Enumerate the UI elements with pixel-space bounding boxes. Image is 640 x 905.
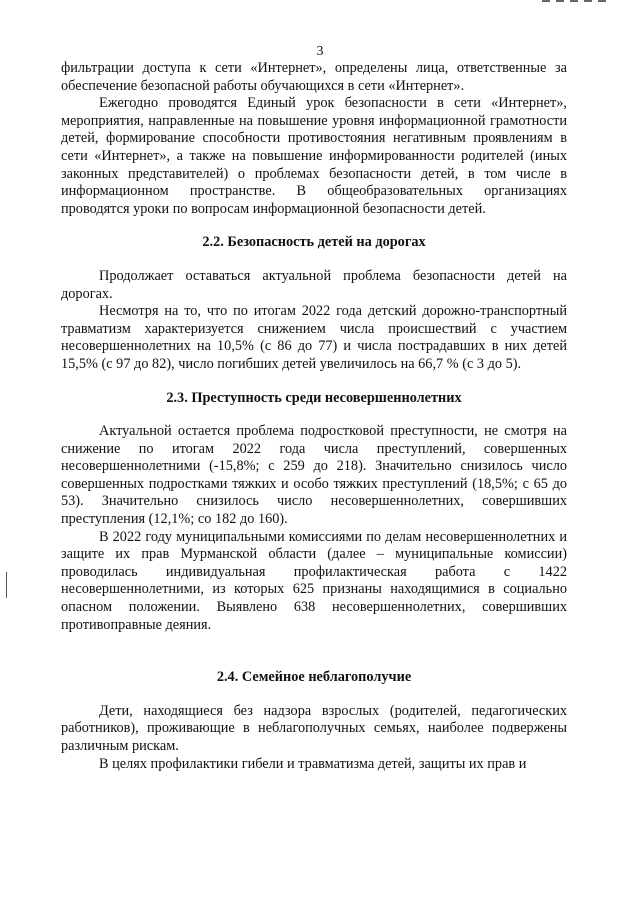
scan-mark-top [542,0,612,2]
paragraph-prevention-start: В целях профилактики гибели и травматизма детей, защиты их прав и [99,755,527,772]
section-heading-juvenile-crime: 2.3. Преступность среди несовершеннолетних [166,389,462,406]
paragraph-unsupervised-children: Дети, находящиеся без надзора взрослых (родителей, педагогических работников), проживающие в неблагополучных семьях, наиболее подвержены различным рискам. [61,702,567,754]
paragraph-juvenile-crime-stats: Актуальной остается проблема подростковой преступности, не смотря на снижение по итогам 2022 года числа преступлений, совершенных несовершеннолетними (-15,8%; с 259 до 218). Значительно снизилось число совершенных подростками тяжких и особо тяжких преступлений (18,5%; с 65 до 53). Значительно снизилось число несовершеннолетних, совершивших преступления (12,1%; со 182 до 160). [61,423,567,528]
paragraph-road-traffic-injuries: Несмотря на то, что по итогам 2022 года детский дорожно-транспортный травматизм характеризуется снижением числа происшествий с участием несовершеннолетних на 10,5% (с 86 до 77) и числа пострадавших в них детей 15,5% (с 97 до 82), число погибших детей увеличилось на 66,7 % (с 3 до 5). [61,303,567,372]
scan-mark-left [6,572,7,598]
section-heading-family-trouble: 2.4. Семейное неблагополучие [216,669,412,686]
paragraph-road-safety-problem: Продолжает оставаться актуальной проблема безопасности детей на дорогах. [61,267,567,302]
paragraph-filtering: фильтрации доступа к сети «Интернет», определены лица, ответственные за обеспечение безопасной работы обучающихся в сети «Интернет». [61,60,567,94]
document-body [61,60,567,773]
paragraph-internet-safety-lesson: Ежегодно проводятся Единый урок безопасности в сети «Интернет», мероприятия, направленные на повышение уровня информационной грамотности детей, формирование способности противостояния негативным проявлениям в сети «Интернет», а также на повышение информированности родителей (иных законных представителей) о проблемах безопасности детей, в том числе в информационном пространстве. В общеобразовательных организациях проводятся уроки по вопросам информационной безопасности детей. [61,95,567,217]
page-number: 3 [316,44,324,59]
section-heading-road-safety: 2.2. Безопасность детей на дорогах [202,234,426,251]
paragraph-municipal-commissions: В 2022 году муниципальными комиссиями по делам несовершеннолетних и защите их прав Мурманской области (далее – муниципальные комиссии) проводилась индивидуальная профилактическая работа с 1422 несовершеннолетними, из которых 625 признаны находящимися в социально опасном положении. Выявлено 638 несовершеннолетних, совершивших противоправные деяния. [61,528,567,633]
